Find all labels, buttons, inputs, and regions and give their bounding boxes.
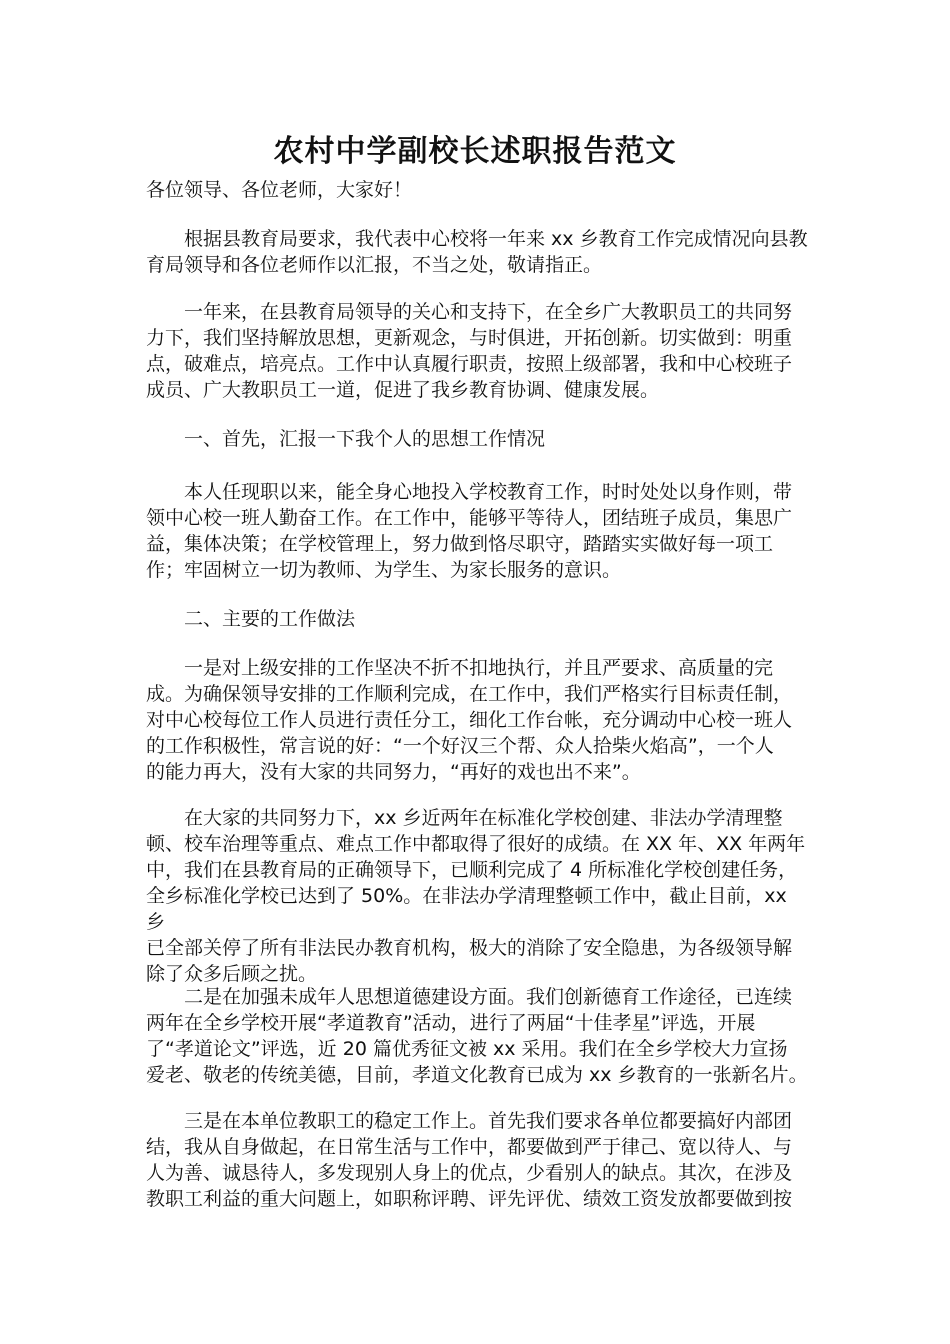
- section-heading-2: 二、主要的工作做法: [184, 608, 356, 630]
- paragraph-work-1: 一是对上级安排的工作坚决不折不扣地执行，并且严要求、高质量的完 成。为确保领导安排的工作顺利完成，在工作中，我们严格实行目标责任制， 对中心校每位工作人员进行责任分工，细化工作台帐，充分调动中心校一班人 的工作积极性，常言说的好：“一个好汉三个帮、众人拾柴火焰高”，一个人 的能力再大，没有大家的共同努力，“再好的戏也出不来”。: [146, 657, 793, 783]
- paragraph-personal: 本人任现职以来，能全身心地投入学校教育工作，时时处处以身作则，带 领中心校一班人勤奋工作。在工作中，能够平等待人，团结班子成员，集思广 益，集体决策；在学校管理上，努力做到恪尽职守，踏踏实实做好每一项工 作；牢固树立一切为教师、为学生、为家长服务的意识。: [146, 481, 793, 581]
- document-title: 农村中学副校长述职报告范文: [273, 134, 677, 169]
- paragraph-staff-stability: 三是在本单位教职工的稳定工作上。首先我们要求各单位都要搞好内部团 结，我从自身做起，在日常生活与工作中，都要做到严于律己、宽以待人、与 人为善、诚恳待人，多发现别人身上的优点，少看别人的缺点。其次，在涉及 教职工利益的重大问题上，如职称评聘、评先评优、绩效工资发放都要做到按: [146, 1110, 793, 1210]
- paragraph-moral-education: 二是在加强未成年人思想道德建设方面。我们创新德育工作途径，已连续 两年在全乡学校开展“孝道教育”活动，进行了两届“十佳孝星”评选，开展 了“孝道论文”评选，近 20 篇优秀征文被 xx 采用。我们在全乡学校大力宣扬 爱老、敬老的传统美德，目前，孝道文化教育已成为 xx 乡教育的一张新名片。: [146, 986, 808, 1086]
- paragraph-overview: 一年来，在县教育局领导的关心和支持下，在全乡广大教职员工的共同努 力下，我们坚持解放思想，更新观念，与时俱进，开拓创新。切实做到：明重 点，破难点，培亮点。工作中认真履行职责，按照上级部署，我和中心校班子 成员、广大教职员工一道，促进了我乡教育协调、健康发展。: [146, 301, 793, 401]
- greeting: 各位领导、各位老师，大家好！: [146, 179, 413, 201]
- paragraph-intro: 根据县教育局要求，我代表中心校将一年来 xx 乡教育工作完成情况向县教 育局领导和各位老师作以汇报，不当之处，敬请指正。: [146, 228, 808, 276]
- paragraph-achievements: 在大家的共同努力下，xx 乡近两年在标准化学校创建、非法办学清理整 顿、校车治理等重点、难点工作中都取得了很好的成绩。在 XX 年、XX 年两年 中，我们在县教育局的正确领导下，已顺利完成了 4 所标准化学校创建任务， 全乡标准化学校已达到了 50%。在非法办学清理整顿工作中，截止目前，xx 乡 已全部关停了所有非法民办教育机构，极大的消除了安全隐患，为各级领导解 除了众多后顾之扰。: [146, 807, 806, 985]
- section-heading-1: 一、首先，汇报一下我个人的思想工作情况: [184, 428, 546, 450]
